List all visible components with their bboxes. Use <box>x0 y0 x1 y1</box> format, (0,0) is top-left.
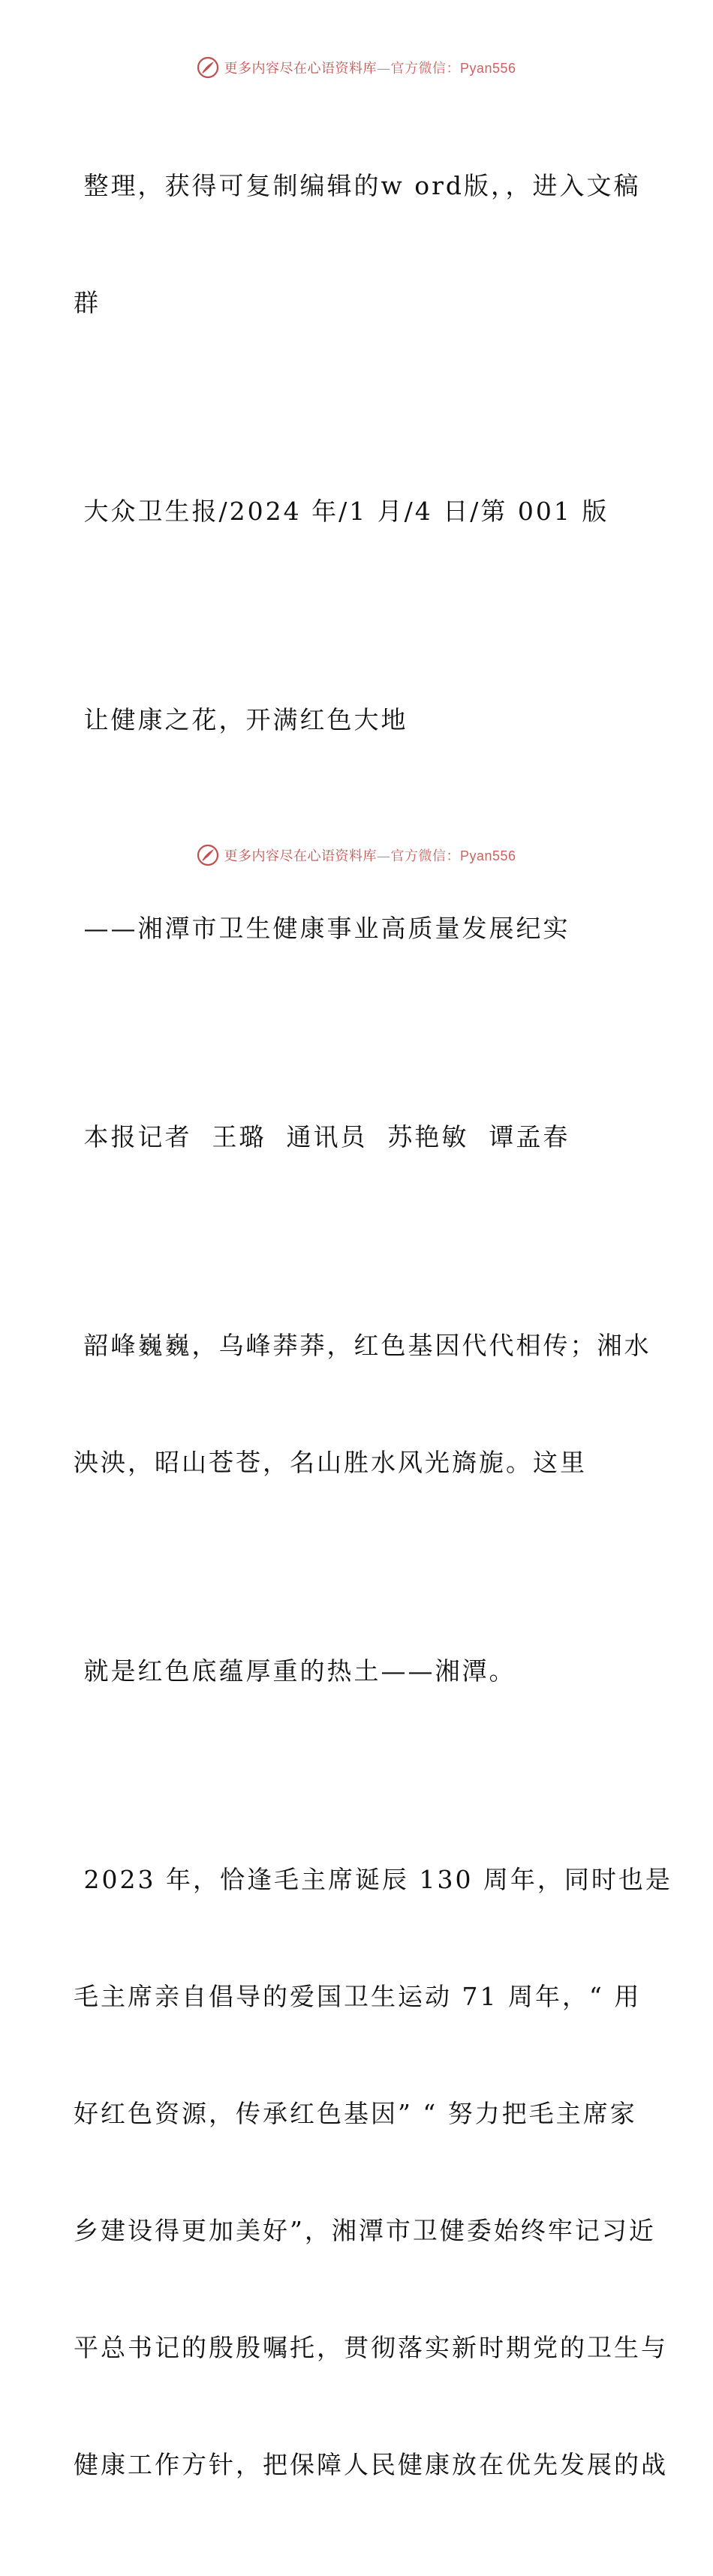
article-title <box>74 623 644 818</box>
text-line: 韶峰巍巍，乌峰莽莽，红色基因代代相传；湘水 <box>74 1331 651 1360</box>
banner-main-text: 更多内容尽在心语资料库 <box>224 61 377 77</box>
banner-separator: — <box>376 848 391 864</box>
paragraph-body-3 <box>74 1782 672 2562</box>
text-line: 泱泱，昭山苍苍，名山胜水风光旖旎。这里 <box>74 1448 587 1477</box>
text-line: 本报记者 王璐 通讯员 苏艳敏 谭孟春 <box>74 1122 570 1151</box>
text-line: 就是红色底蕴厚重的热土——湘潭。 <box>74 1656 516 1686</box>
text-line: 毛主席亲自倡导的爱国卫生运动 71 周年，“ 用 <box>74 1982 642 2011</box>
paragraph-source <box>74 414 644 609</box>
banner-contact-text: 官方微信：Pyan556 <box>390 61 516 76</box>
paragraph-intro <box>74 89 644 401</box>
paragraph-body-2 <box>74 1574 644 1769</box>
banner-text <box>224 58 516 77</box>
article-byline <box>74 1040 644 1235</box>
banner-separator: — <box>376 61 391 77</box>
text-line: ——湘潭市卫生健康事业高质量发展纪实 <box>74 914 570 943</box>
text-line: 乡建设得更加美好”，湘潭市卫健委始终牢记习近 <box>74 2216 656 2245</box>
text-line: 群 <box>74 288 101 317</box>
banner-text <box>224 845 516 865</box>
banner-contact-text: 官方微信：Pyan556 <box>390 848 516 863</box>
text-line: 大众卫生报/2024 年/1 月/4 日/第 001 版 <box>74 497 609 526</box>
document-body <box>74 89 672 2576</box>
text-line: 平总书记的殷殷嘱托，贯彻落实新时期党的卫生与 <box>74 2333 668 2362</box>
paragraph-body-1 <box>74 1248 651 1560</box>
footer-banner <box>0 840 713 870</box>
quill-logo-icon <box>197 844 219 866</box>
text-line: 整理，获得可复制编辑的w ord版，，进入文稿 <box>74 171 641 200</box>
text-line: 健康工作方针，把保障人民健康放在优先发展的战 <box>74 2450 668 2479</box>
banner-main-text: 更多内容尽在心语资料库 <box>224 848 377 864</box>
text-line: 2023 年，恰逢毛主席诞辰 130 周年，同时也是 <box>74 1865 672 1894</box>
header-banner <box>0 53 713 83</box>
quill-logo-icon <box>197 56 219 79</box>
text-line: 好红色资源，传承红色基因” “ 努力把毛主席家 <box>74 2099 637 2128</box>
text-line: 让健康之花，开满红色大地 <box>74 705 408 734</box>
